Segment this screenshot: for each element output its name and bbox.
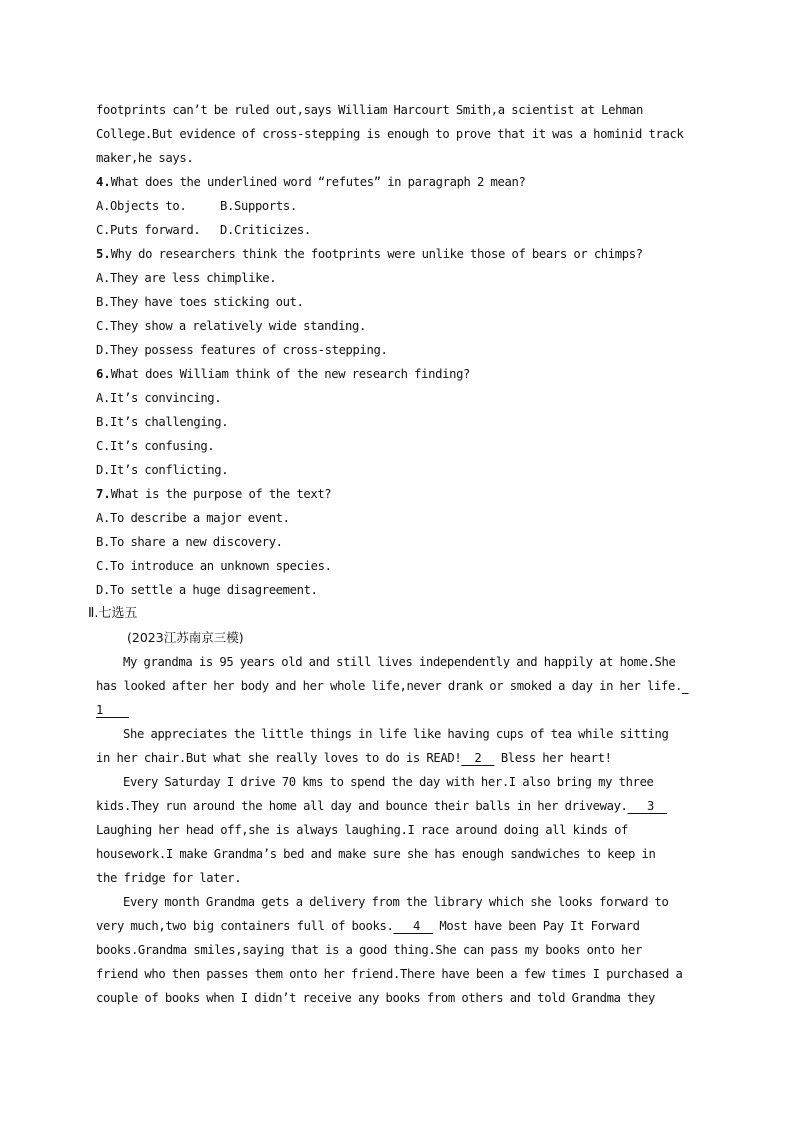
question-4 bbox=[96, 170, 696, 194]
passage-line: footprints can’t be ruled out,says William Harcourt Smith,a scientist at Lehman bbox=[96, 103, 644, 117]
passage-line: She appreciates the little things in life like having cups of tea while sitting bbox=[123, 727, 669, 741]
option-b: B.They have toes sticking out. bbox=[96, 295, 304, 309]
question-number: 5. bbox=[96, 247, 111, 261]
passage-text: very much,two big containers full of books. bbox=[96, 919, 394, 933]
option-b: B.Supports. bbox=[220, 199, 297, 213]
question-7 bbox=[96, 482, 696, 506]
passage-line bbox=[96, 914, 696, 938]
blank-number: 2 bbox=[474, 751, 482, 765]
source-note: (2023江苏南京三模) bbox=[127, 630, 244, 645]
option-b: B.To share a new discovery. bbox=[96, 535, 283, 549]
passage-line: Every Saturday I drive 70 kms to spend the day with her.I also bring my three bbox=[123, 775, 654, 789]
blank-number: 1 bbox=[96, 703, 103, 717]
blank-1[interactable] bbox=[96, 698, 130, 722]
question-text: Why do researchers think the footprints were unlike those of bears or chimps? bbox=[110, 247, 643, 261]
option-a: A.To describe a major event. bbox=[96, 511, 290, 525]
passage-line bbox=[96, 794, 696, 818]
blank-2[interactable] bbox=[461, 746, 494, 770]
blank-number: 4 bbox=[412, 919, 420, 933]
question-text: What does the underlined word “refutes” in paragraph 2 mean? bbox=[110, 175, 526, 189]
passage-line bbox=[96, 674, 696, 698]
passage-line: books.Grandma smiles,saying that is a good thing.She can pass my books onto her bbox=[96, 943, 643, 957]
blank-4[interactable] bbox=[393, 914, 432, 938]
option-a: A.It’s convincing. bbox=[96, 391, 222, 405]
passage-line: housework.I make Grandma’s bed and make sure she has enough sandwiches to keep in bbox=[96, 847, 656, 861]
section-heading: Ⅱ.七选五 bbox=[88, 606, 138, 621]
passage-line: couple of books when I didn’t receive any books from others and told Grandma they bbox=[96, 991, 655, 1005]
option-c: C.To introduce an unknown species. bbox=[96, 559, 332, 573]
passage-line: My grandma is 95 years old and still lives independently and happily at home.She bbox=[123, 655, 676, 669]
blank-3[interactable] bbox=[628, 794, 667, 818]
passage-line: friend who then passes them onto her friend.There have been a few times I purchased a bbox=[96, 967, 683, 981]
option-c: C.Puts forward. bbox=[96, 223, 201, 237]
question-5 bbox=[96, 242, 696, 266]
question-number: 4. bbox=[96, 175, 111, 189]
blank-lead bbox=[682, 674, 692, 698]
passage-line: College.But evidence of cross-stepping is enough to prove that it was a hominid track bbox=[96, 127, 684, 141]
option-d: D.To settle a huge disagreement. bbox=[96, 583, 318, 597]
passage-text: kids.They run around the home all day and bounce their balls in her driveway. bbox=[96, 799, 628, 813]
option-c: C.They show a relatively wide standing. bbox=[96, 319, 367, 333]
option-row bbox=[96, 218, 696, 242]
question-text: What is the purpose of the text? bbox=[110, 487, 332, 501]
passage-line bbox=[96, 698, 696, 722]
question-number: 6. bbox=[96, 367, 111, 381]
question-text: What does William think of the new research finding? bbox=[110, 367, 471, 381]
question-6 bbox=[96, 362, 696, 386]
option-row bbox=[96, 194, 696, 218]
option-a: A.They are less chimplike. bbox=[96, 271, 277, 285]
page-content bbox=[88, 98, 696, 1010]
option-d: D.Criticizes. bbox=[220, 223, 311, 237]
passage-text: has looked after her body and her whole life,never drank or smoked a day in her life. bbox=[96, 679, 682, 693]
passage-text: Bless her heart! bbox=[500, 751, 612, 765]
passage-text: Most have been Pay It Forward bbox=[439, 919, 640, 933]
passage-line bbox=[96, 746, 696, 770]
passage-text: in her chair.But what she really loves to do is READ! bbox=[96, 751, 462, 765]
option-a: A.Objects to. bbox=[96, 199, 187, 213]
option-c: C.It’s confusing. bbox=[96, 439, 215, 453]
passage-line: the fridge for later. bbox=[96, 871, 242, 885]
option-d: D.It’s conflicting. bbox=[96, 463, 229, 477]
option-b: B.It’s challenging. bbox=[96, 415, 229, 429]
question-number: 7. bbox=[96, 487, 111, 501]
passage-line: Every month Grandma gets a delivery from the library which she looks forward to bbox=[123, 895, 669, 909]
option-d: D.They possess features of cross-stepping. bbox=[96, 343, 388, 357]
blank-number: 3 bbox=[647, 799, 655, 813]
passage-line: maker,he says. bbox=[96, 151, 194, 165]
passage-line: Laughing her head off,she is always laughing.I race around doing all kinds of bbox=[96, 823, 629, 837]
